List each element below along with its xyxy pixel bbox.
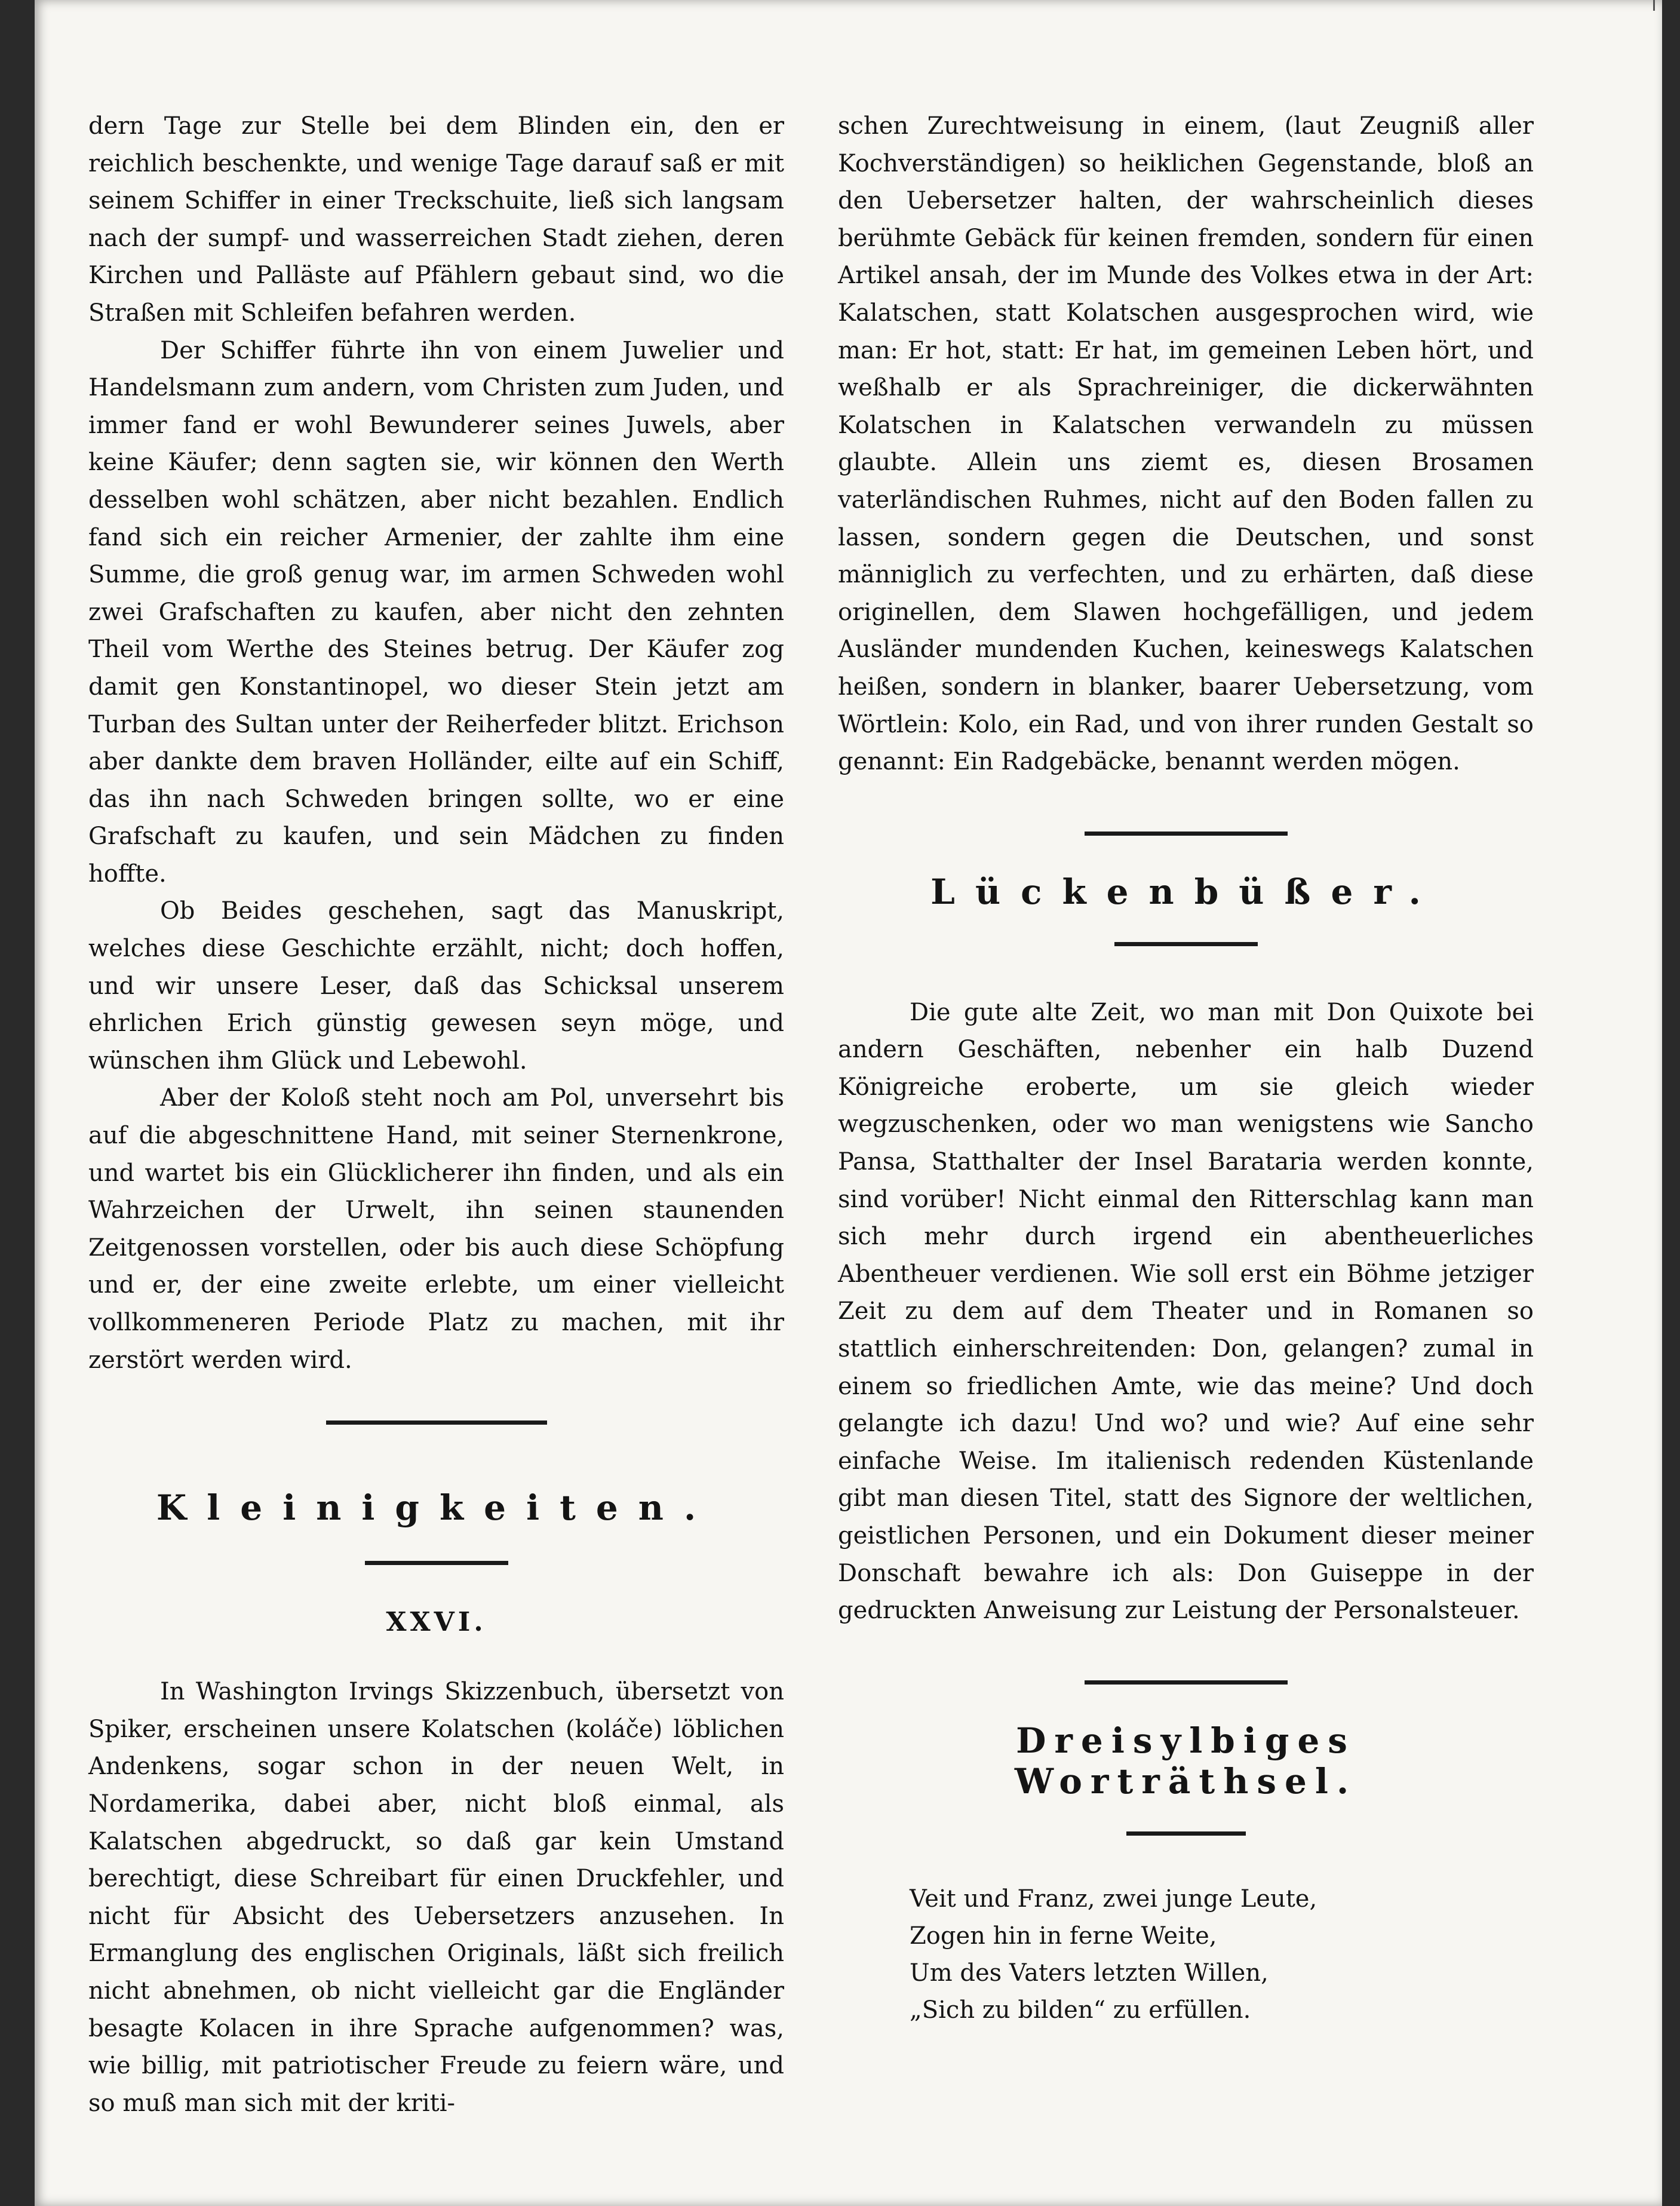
story-paragraph-1: dern Tage zur Stelle bei dem Blinden ein, den er reichlich beschenkte, und wenige Tage darauf saß er mit seinem Schiffer in einer Treckschuite, ließ sich langsam nach der sumpf- und wasserreichen Stadt ziehen, deren Kirchen und Palläste auf Pfählern gebaut sind, wo die Straßen mit Schleifen befahren werden. bbox=[88, 112, 784, 327]
riddle-line: Um des Vaters letzten Willen, bbox=[910, 1959, 1269, 1987]
section-rule-top bbox=[1085, 1680, 1288, 1685]
riddle-line: „Sich zu bilden“ zu erfüllen. bbox=[910, 1996, 1251, 2024]
section-rule-bottom bbox=[365, 1561, 508, 1565]
continued-paragraph: schen Zurechtweisung in einem, (laut Zeugniß aller Kochverständigen) so heiklichen Gegenstande, bloß an den Uebersetzer halten, der wahrscheinlich dieses berühmte Gebäck für keinen fremden, sondern für einen Artikel ansah, der im Munde des Volkes etwa in der Art: Kalatschen, statt Kolatschen ausgesprochen wird, wie man: Er hot, statt: Er hat, im gemeinen Leben hört, und weßhalb er als Sprachreiniger, die dickerwähnten Kolatschen in Kalatschen verwandeln zu müssen glaubte. Allein uns ziemt es, diesen Brosamen vaterländischen Ruhmes, nicht auf den Boden fallen zu lassen, sondern gegen die Deutschen, und sonst männiglich zu verfechten, und zu erhärten, daß diese originellen, dem Slawen hochgefälligen, und jedem Ausländer mundenden Kuchen, keineswegs Kalatschen heißen, sondern in blanker, baarer Uebersetzung, vom Wörtlein: Kolo, ein Rad, und von ihrer runden Gestalt so genannt: Ein Radgebäcke, benannt werden mögen. bbox=[838, 112, 1534, 776]
riddle-title: Dreisylbiges Worträthsel. bbox=[1014, 1720, 1357, 1802]
page bbox=[35, 0, 1662, 2206]
section-title-kleinigkeiten: Kleinigkeiten. bbox=[156, 1487, 717, 1529]
section-rule-bottom bbox=[1114, 942, 1258, 946]
lueckenbuesser-paragraph: Die gute alte Zeit, wo man mit Don Quixote bei andern Geschäften, nebenher ein halb Duzend Königreiche eroberte, um sie gleich wieder wegzuschenken, oder wo man wenigstens wie Sancho Pansa, Statthalter der Insel Barataria werden konnte, sind vorüber! Nicht einmal den Ritterschlag kann man sich mehr durch irgend ein abentheuerliches Abentheuer verdienen. Wie soll erst ein Böhme jetziger Zeit zu dem auf dem Theater und in Romanen so stattlich einherschreitenden: Don, gelangen? zumal in einem so friedlichen Amte, wie das meine? Und doch gelangte ich dazu! Und wo? und wie? Auf eine sehr einfache Weise. Im italienisch redenden Küstenlande gibt man diesen Titel, statt des Signore der weltlichen, geistlichen Personen, und ein Dokument dieser meiner Donschaft bewahre ich als: Don Guiseppe in der gedruckten Anweisung zur Leistung der Personalsteuer. bbox=[838, 998, 1534, 1625]
section-number: XXVI. bbox=[386, 1607, 487, 1638]
right-column bbox=[838, 108, 1534, 2029]
section-rule-bottom bbox=[1126, 1831, 1246, 1836]
riddle-verse bbox=[838, 1880, 1534, 2029]
section-rule-top bbox=[326, 1420, 547, 1425]
left-column bbox=[88, 108, 784, 2122]
riddle-line: Veit und Franz, zwei junge Leute, bbox=[910, 1885, 1317, 1913]
section-rule-top bbox=[1085, 832, 1288, 836]
story-paragraph-4: Aber der Koloß steht noch am Pol, unversehrt bis auf die abgeschnittene Hand, mit seiner Sternenkrone, und wartet bis ein Glücklicherer ihn finden, und als ein Wahrzeichen der Urwelt, ihn seinen staunenden Zeitgenossen vorstellen, oder bis auch diese Schöpfung und er, der eine zweite erlebte, um einer vielleicht vollkommeneren Periode Platz zu machen, mit ihr zerstört werden wird. bbox=[88, 1084, 784, 1374]
story-paragraph-2: Der Schiffer führte ihn von einem Juwelier und Handelsmann zum andern, vom Christen zum Juden, und immer fand er wohl Bewunderer seines Juwels, aber keine Käufer; denn sagten sie, wir können den Werth desselben wohl schätzen, aber nicht bezahlen. Endlich fand sich ein reicher Armenier, der zahlte ihm eine Summe, die groß genug war, im armen Schweden wohl zwei Grafschaften zu kaufen, aber nicht den zehnten Theil vom Werthe des Steines betrug. Der Käufer zog damit gen Konstantinopel, wo dieser Stein jetzt am Turban des Sultan unter der Reiherfeder blitzt. Erichson aber dankte dem braven Holländer, eilte auf ein Schiff, das ihn nach Schweden bringen sollte, wo er eine Grafschaft zu kaufen, und sein Mädchen zu finden hoffte. bbox=[88, 336, 784, 888]
page-edge-mark bbox=[1653, 0, 1655, 11]
story-paragraph-3: Ob Beides geschehen, sagt das Manuskript, welches diese Geschichte erzählt, nicht; doch hoffen, und wir unsere Leser, daß das Schicksal unserem ehrlichen Erich günstig gewesen seyn möge, und wünschen ihm Glück und Lebewohl. bbox=[88, 897, 784, 1075]
riddle-line: Zogen hin in ferne Weite, bbox=[910, 1922, 1217, 1950]
kleinigkeiten-paragraph: In Washington Irvings Skizzenbuch, übersetzt von Spiker, erscheinen unsere Kolatschen (koláče) löblichen Andenkens, sogar schon in der neuen Welt, in Nordamerika, dabei aber, nicht bloß einmal, als Kalatschen abgedruckt, so daß gar kein Umstand berechtigt, diese Schreibart für einen Druckfehler, und nicht für Absicht des Uebersetzers anzusehen. In Ermanglung des englischen Originals, läßt sich freilich nicht abnehmen, ob nicht vielleicht gar die Engländer besagte Kolacen in ihre Sprache aufgenommen? was, wie billig, mit patriotischer Freude zu feiern wäre, und so muß man sich mit der kriti- bbox=[88, 1678, 784, 2117]
section-title-lueckenbuesser: Lückenbüßer. bbox=[930, 871, 1441, 912]
